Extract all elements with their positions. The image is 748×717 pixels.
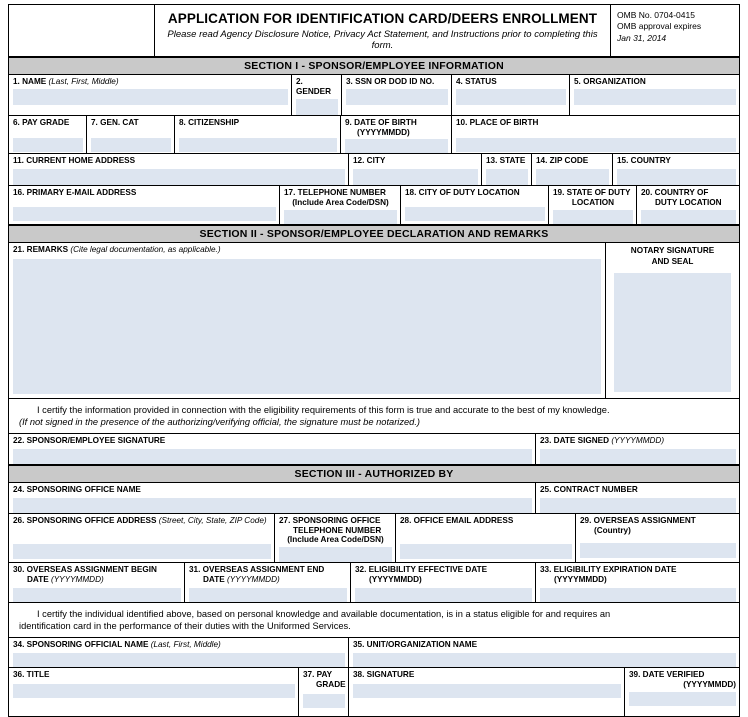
field-overseas-begin-num: 30. bbox=[13, 565, 25, 575]
dd-form-1172-2 bbox=[8, 4, 740, 717]
field-home-address-input[interactable] bbox=[13, 169, 345, 185]
field-title-num: 36. bbox=[13, 669, 25, 679]
field-office-address-num: 26. bbox=[13, 515, 25, 525]
field-date-verified-input[interactable] bbox=[629, 692, 736, 706]
header-subtitle: Please read Agency Disclosure Notice, Privacy Act Statement, and Instructions prior to completing this form. bbox=[167, 29, 598, 51]
field-dob-num: 9. bbox=[345, 117, 352, 127]
field-home-address-num: 11. bbox=[13, 156, 24, 166]
section-i-bar: SECTION I - SPONSOR/EMPLOYEE INFORMATION bbox=[9, 57, 739, 75]
field-email-num: 16. bbox=[13, 188, 25, 198]
field-elig-expiration-hint: (YYYYMMDD) bbox=[554, 575, 607, 585]
row-9 bbox=[9, 668, 739, 716]
field-duty-country-label: COUNTRY OF bbox=[654, 188, 709, 198]
field-telephone bbox=[280, 186, 401, 224]
field-remarks-num: 21. bbox=[13, 244, 25, 254]
field-email-input[interactable] bbox=[13, 207, 276, 221]
row-3 bbox=[9, 154, 739, 186]
field-city-num: 12. bbox=[353, 156, 365, 166]
field-home-address bbox=[9, 154, 349, 185]
field-office-email-num: 28. bbox=[400, 515, 412, 525]
field-official-pay-grade-label: PAY bbox=[316, 669, 333, 679]
field-zip-num: 14. bbox=[536, 156, 548, 166]
field-duty-state-label: STATE OF DUTY bbox=[566, 188, 631, 198]
field-pay-grade-input[interactable] bbox=[13, 138, 83, 152]
field-contract-number-label: CONTRACT NUMBER bbox=[553, 484, 638, 494]
field-overseas-assignment-label: OVERSEAS ASSIGNMENT bbox=[593, 515, 696, 525]
field-date-verified-hint: (YYYYMMDD) bbox=[683, 679, 736, 689]
field-city-label: CITY bbox=[366, 156, 386, 166]
field-contract-number-num: 25. bbox=[540, 484, 552, 494]
field-email-label: PRIMARY E-MAIL ADDRESS bbox=[26, 188, 137, 198]
field-ssn bbox=[342, 75, 452, 115]
field-state-label: STATE bbox=[499, 156, 526, 166]
field-office-telephone-label2: TELEPHONE NUMBER bbox=[293, 525, 382, 535]
field-remarks bbox=[9, 243, 606, 398]
field-citizenship-input[interactable] bbox=[179, 138, 337, 152]
field-status bbox=[452, 75, 570, 115]
field-date-signed-hint: (YYYYMMDD) bbox=[611, 436, 665, 446]
omb-number: OMB No. 0704-0415 bbox=[617, 10, 695, 20]
field-gen-cat-input[interactable] bbox=[91, 138, 171, 152]
field-overseas-end-date bbox=[185, 563, 351, 602]
field-gender-num: 2. bbox=[296, 77, 303, 86]
header-logo-area bbox=[9, 5, 155, 56]
field-office-address bbox=[9, 514, 275, 563]
field-organization bbox=[570, 75, 739, 115]
field-official-signature-input[interactable] bbox=[353, 684, 621, 698]
field-contract-number-input[interactable] bbox=[540, 498, 736, 513]
field-pob-label: PLACE OF BIRTH bbox=[469, 117, 539, 127]
field-duty-country-input[interactable] bbox=[641, 210, 736, 224]
row-5 bbox=[9, 483, 739, 514]
field-date-verified-num: 39. bbox=[629, 669, 641, 679]
official-certification-line1: I certify the individual identified above, based on personal knowledge and available documentation, is in a status eligible for and requires an bbox=[37, 608, 611, 619]
field-overseas-begin-label2: DATE bbox=[27, 575, 49, 585]
field-city bbox=[349, 154, 482, 185]
field-sponsor-signature bbox=[9, 434, 536, 464]
field-citizenship-num: 8. bbox=[179, 117, 186, 127]
field-title-input[interactable] bbox=[13, 684, 295, 698]
field-citizenship-label: CITIZENSHIP bbox=[188, 117, 240, 127]
field-office-telephone-label: SPONSORING OFFICE bbox=[292, 515, 381, 525]
row-8 bbox=[9, 638, 739, 668]
field-state-input[interactable] bbox=[486, 169, 528, 185]
field-duty-country bbox=[637, 186, 739, 224]
row-1 bbox=[9, 75, 739, 116]
field-elig-effective-input[interactable] bbox=[355, 588, 532, 602]
field-duty-country-label2: DUTY LOCATION bbox=[655, 198, 722, 208]
field-official-name-input[interactable] bbox=[13, 653, 345, 667]
field-unit-org-num: 35. bbox=[353, 640, 365, 650]
field-overseas-assignment-hint: (Country) bbox=[594, 525, 631, 535]
omb-expires-label: OMB approval expires bbox=[617, 21, 702, 32]
field-official-name bbox=[9, 638, 349, 667]
field-zip-label: ZIP CODE bbox=[549, 156, 589, 166]
field-duty-city-num: 18. bbox=[405, 188, 417, 198]
field-telephone-input[interactable] bbox=[284, 210, 397, 224]
field-email bbox=[9, 186, 280, 224]
field-zip-input[interactable] bbox=[536, 169, 609, 185]
field-ssn-input[interactable] bbox=[346, 89, 448, 105]
field-eligibility-expiration-date bbox=[536, 563, 739, 602]
row-6 bbox=[9, 514, 739, 564]
sponsor-certification bbox=[9, 399, 739, 434]
field-name bbox=[9, 75, 292, 115]
field-unit-org-label: UNIT/ORGANIZATION NAME bbox=[366, 640, 478, 650]
field-state bbox=[482, 154, 532, 185]
field-overseas-assignment-input[interactable] bbox=[580, 543, 736, 558]
field-sponsoring-office-name-label: SPONSORING OFFICE NAME bbox=[26, 484, 141, 494]
field-official-signature bbox=[349, 668, 625, 716]
omb-expires-date: Jan 31, 2014 bbox=[617, 32, 667, 43]
field-status-input[interactable] bbox=[456, 89, 566, 105]
field-sponsoring-office-name bbox=[9, 483, 536, 513]
field-elig-expiration-num: 33. bbox=[540, 565, 552, 575]
field-organization-input[interactable] bbox=[574, 89, 736, 105]
field-state-num: 13. bbox=[486, 156, 498, 166]
field-overseas-assignment bbox=[576, 514, 739, 563]
field-duty-city-label: CITY OF DUTY LOCATION bbox=[418, 188, 520, 198]
field-sponsor-signature-num: 22. bbox=[13, 436, 25, 446]
field-dob-hint: (YYYYMMDD) bbox=[357, 127, 410, 137]
notary-label-line2: AND SEAL bbox=[651, 256, 694, 266]
field-duty-city bbox=[401, 186, 549, 224]
field-dob-input[interactable] bbox=[345, 139, 448, 153]
field-sponsoring-office-name-num: 24. bbox=[13, 484, 25, 494]
field-office-address-label: SPONSORING OFFICE ADDRESS bbox=[26, 515, 157, 525]
field-duty-city-input[interactable] bbox=[405, 207, 545, 221]
field-duty-country-num: 20. bbox=[641, 188, 653, 198]
field-contract-number bbox=[536, 483, 739, 513]
field-pay-grade bbox=[9, 116, 87, 154]
field-duty-state-num: 19. bbox=[553, 188, 565, 198]
field-home-address-label: CURRENT HOME ADDRESS bbox=[26, 156, 136, 166]
field-gen-cat-label: GEN. CAT bbox=[100, 117, 139, 127]
field-country-input[interactable] bbox=[617, 169, 736, 185]
field-pob-num: 10. bbox=[456, 117, 468, 127]
field-unit-organization bbox=[349, 638, 739, 667]
notary-block bbox=[606, 243, 739, 398]
official-certification bbox=[9, 603, 739, 638]
field-overseas-end-label: OVERSEAS ASSIGNMENT END bbox=[202, 565, 325, 575]
field-office-telephone-num: 27. bbox=[279, 515, 291, 525]
form-header bbox=[9, 5, 739, 57]
field-official-signature-label: SIGNATURE bbox=[366, 669, 415, 679]
field-city-input[interactable] bbox=[353, 169, 478, 185]
field-office-telephone bbox=[275, 514, 396, 563]
field-official-name-hint: (Last, First, Middle) bbox=[150, 640, 221, 650]
field-title-label: TITLE bbox=[26, 669, 50, 679]
field-pay-grade-num: 6. bbox=[13, 117, 20, 127]
field-elig-effective-label: ELIGIBILITY EFFECTIVE DATE bbox=[368, 565, 488, 575]
field-sponsor-signature-input[interactable] bbox=[13, 449, 532, 464]
field-office-address-hint: (Street, City, State, ZIP Code) bbox=[158, 515, 267, 525]
field-elig-expiration-input[interactable] bbox=[540, 588, 736, 602]
field-official-name-label: SPONSORING OFFICIAL NAME bbox=[26, 640, 149, 650]
field-ssn-label: SSN OR DOD ID NO. bbox=[355, 77, 435, 86]
field-office-email-input[interactable] bbox=[400, 544, 572, 559]
field-date-verified bbox=[625, 668, 739, 716]
field-office-telephone-hint: (Include Area Code/DSN) bbox=[287, 535, 384, 545]
header-title-area bbox=[155, 5, 610, 56]
field-remarks-input[interactable] bbox=[13, 259, 601, 394]
row-signature bbox=[9, 434, 739, 465]
field-gen-cat-num: 7. bbox=[91, 117, 98, 127]
field-country-num: 15. bbox=[617, 156, 629, 166]
field-ssn-num: 3. bbox=[346, 77, 353, 86]
field-date-verified-label: DATE VERIFIED bbox=[642, 669, 705, 679]
field-citizenship bbox=[175, 116, 341, 154]
field-office-address-input[interactable] bbox=[13, 544, 271, 559]
field-duty-state-label2: LOCATION bbox=[571, 198, 615, 208]
page-title: APPLICATION FOR IDENTIFICATION CARD/DEERS ENROLLMENT bbox=[167, 11, 598, 26]
field-dob-label: DATE OF BIRTH bbox=[354, 117, 417, 127]
field-overseas-assignment-num: 29. bbox=[580, 515, 592, 525]
field-telephone-num: 17. bbox=[284, 188, 296, 198]
notary-signature-input[interactable] bbox=[614, 273, 731, 392]
omb-block bbox=[610, 5, 739, 56]
field-overseas-begin-date bbox=[9, 563, 185, 602]
field-organization-num: 5. bbox=[574, 77, 581, 86]
field-official-pay-grade bbox=[299, 668, 349, 716]
field-elig-effective-num: 32. bbox=[355, 565, 367, 575]
field-telephone-hint: (Include Area Code/DSN) bbox=[292, 198, 389, 208]
section-iii-bar: SECTION III - AUTHORIZED BY bbox=[9, 465, 739, 483]
field-sponsor-signature-label: SPONSOR/EMPLOYEE SIGNATURE bbox=[26, 436, 166, 446]
remarks-row bbox=[9, 243, 739, 399]
field-date-signed-num: 23. bbox=[540, 436, 552, 446]
field-status-label: STATUS bbox=[465, 77, 497, 86]
field-official-signature-num: 38. bbox=[353, 669, 365, 679]
field-gender-input[interactable] bbox=[296, 99, 338, 115]
field-official-pay-grade-label2: GRADE bbox=[316, 679, 346, 689]
row-2 bbox=[9, 116, 739, 155]
field-duty-state bbox=[549, 186, 637, 224]
field-overseas-end-hint: (YYYYMMDD) bbox=[226, 575, 280, 585]
field-zip bbox=[532, 154, 613, 185]
notary-label-line1: NOTARY SIGNATURE bbox=[630, 245, 715, 255]
field-overseas-begin-hint: (YYYYMMDD) bbox=[50, 575, 104, 585]
row-4 bbox=[9, 186, 739, 225]
field-pob-input[interactable] bbox=[456, 138, 736, 152]
field-title bbox=[9, 668, 299, 716]
field-office-email-label: OFFICE EMAIL ADDRESS bbox=[413, 515, 514, 525]
field-country bbox=[613, 154, 739, 185]
field-duty-state-input[interactable] bbox=[553, 210, 633, 224]
field-unit-org-input[interactable] bbox=[353, 653, 736, 667]
field-overseas-begin-input[interactable] bbox=[13, 588, 181, 602]
field-remarks-label: REMARKS bbox=[26, 244, 69, 254]
field-eligibility-effective-date bbox=[351, 563, 536, 602]
field-elig-expiration-label: ELIGIBILITY EXPIRATION DATE bbox=[553, 565, 677, 575]
field-elig-effective-hint: (YYYYMMDD) bbox=[369, 575, 422, 585]
field-place-of-birth bbox=[452, 116, 739, 154]
field-country-label: COUNTRY bbox=[630, 156, 671, 166]
field-date-signed bbox=[536, 434, 739, 464]
sponsor-certification-line1: I certify the information provided in connection with the eligibility requirements of this form is true and accurate to the best of my knowledge. bbox=[37, 404, 610, 415]
field-gen-cat bbox=[87, 116, 175, 154]
row-7 bbox=[9, 563, 739, 603]
field-overseas-begin-label: OVERSEAS ASSIGNMENT BEGIN bbox=[26, 565, 157, 575]
field-office-telephone-input[interactable] bbox=[279, 547, 392, 562]
field-official-pay-grade-input[interactable] bbox=[303, 694, 345, 708]
field-name-hint: (Last, First, Middle) bbox=[48, 77, 119, 86]
field-gender bbox=[292, 75, 342, 115]
field-remarks-hint: (Cite legal documentation, as applicable.) bbox=[70, 244, 221, 254]
field-office-email bbox=[396, 514, 576, 563]
field-official-pay-grade-num: 37. bbox=[303, 669, 315, 679]
field-overseas-end-label2: DATE bbox=[203, 575, 225, 585]
sponsor-certification-line2: (If not signed in the presence of the authorizing/verifying official, the signature must be notarized.) bbox=[19, 416, 421, 427]
field-date-signed-input[interactable] bbox=[540, 449, 736, 464]
field-pay-grade-label: PAY GRADE bbox=[22, 117, 70, 127]
field-overseas-end-input[interactable] bbox=[189, 588, 347, 602]
field-status-num: 4. bbox=[456, 77, 463, 86]
section-ii-bar: SECTION II - SPONSOR/EMPLOYEE DECLARATION AND REMARKS bbox=[9, 225, 739, 243]
field-gender-label: GENDER bbox=[296, 86, 332, 96]
field-date-signed-label: DATE SIGNED bbox=[553, 436, 610, 446]
field-name-input[interactable] bbox=[13, 89, 288, 105]
field-overseas-end-num: 31. bbox=[189, 565, 201, 575]
field-name-num: 1. bbox=[13, 77, 20, 86]
official-certification-line2: identification card in the performance of their duties with the Uniformed Services. bbox=[19, 621, 351, 632]
field-name-label: NAME bbox=[22, 77, 47, 86]
field-sponsoring-office-name-input[interactable] bbox=[13, 498, 532, 513]
field-telephone-label: TELEPHONE NUMBER bbox=[297, 188, 386, 198]
field-date-of-birth bbox=[341, 116, 452, 154]
field-organization-label: ORGANIZATION bbox=[583, 77, 646, 86]
field-official-name-num: 34. bbox=[13, 640, 25, 650]
